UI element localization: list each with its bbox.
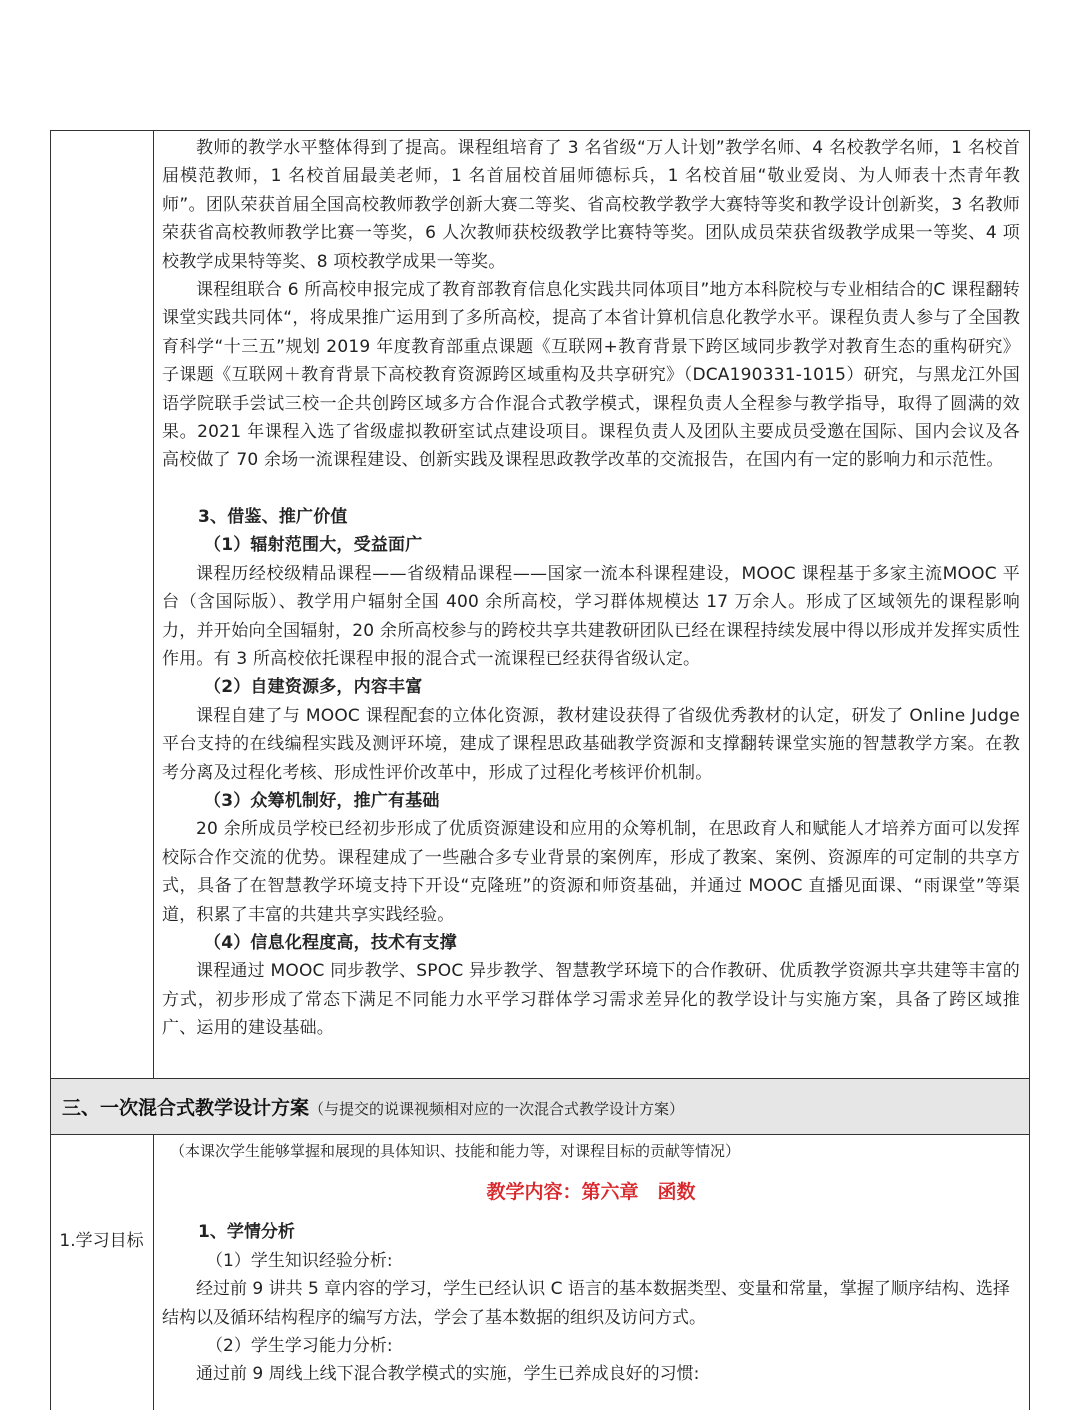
paragraph: 课程自建了与 MOOC 课程配套的立体化资源，教材建设获得了省级优秀教材的认定，研发了 Online Judge 平台支持的在线编程实践及测评环境，建成了课程思政基础教学资源和支撑翻转课堂实施的智慧教学方案。在教考分离及过程化考核、形成性评价改革中，形成了过程化考核评价机制。 bbox=[162, 705, 1020, 783]
paragraph: 通过前 9 周线上线下混合教学模式的实施，学生已养成良好的习惯: bbox=[196, 1364, 700, 1385]
heading-promotion-value: 3、借鉴、推广价值 bbox=[198, 506, 348, 527]
column-divider bbox=[153, 130, 154, 1078]
section-header-row bbox=[50, 1078, 1030, 1134]
paragraph: 教师的教学水平整体得到了提高。课程组培育了 3 名省级“万人计划”教学名师、4 名校教学名师，1 名校首届模范教师，1 名校首届最美老师，1 名首届校首届师德标兵，1 名校首届“敬业爱岗、为人师表十杰青年教师”。团队荣获首届全国高校教师教学创新大赛二等奖、省高校教学教学大赛特等奖和教学设计创新奖，3 名教师荣获省高校教师教学比赛一等奖，6 人次教师获校级教学比赛特等奖。团队成员荣获省级教学成果一等奖、4 项校教学成果特等奖、8 项校教学成果一等奖。 bbox=[162, 138, 1020, 272]
heading-analysis: 1、学情分析 bbox=[198, 1222, 295, 1243]
row-divider bbox=[50, 1134, 1030, 1135]
paragraph: 课程历经校级精品课程——省级精品课程——国家一流本科课程建设，MOOC 课程基于多家主流MOOC 平台（含国际版）、教学用户辐射全国 400 余所高校，学习群体规模达 17 万余人。形成了区域领先的课程影响力，并开始向全国辐射，20 余所高校参与的跨校共享共建教研团队已经在课程持续发展中得以形成并发挥实质性作用。有 3 所高校依托课程申报的混合式一流课程已经获得省级认定。 bbox=[162, 563, 1020, 669]
teaching-content-title: 教学内容：第六章 函数 bbox=[486, 1181, 696, 1203]
paragraph: 经过前 9 讲共 5 章内容的学习，学生已经认识 C 语言的基本数据类型、变量和常量，掌握了顺序结构、选择结构以及循环结构程序的编写方法，学会了基本数据的组织及访问方式。 bbox=[162, 1279, 1010, 1328]
paragraph: 课程通过 MOOC 同步教学、SPOC 异步教学、智慧教学环境下的合作教研、优质教学资源共享共建等丰富的方式，初步形成了常态下满足不同能力水平学习群体学习需求差异化的教学设计与实施方案，具备了跨区域推广、运用的建设基础。 bbox=[162, 961, 1020, 1039]
section-note: （与提交的说课视频相对应的一次混合式教学设计方案） bbox=[309, 1100, 685, 1118]
document-table bbox=[50, 130, 1030, 1410]
table-top-border bbox=[50, 130, 1030, 131]
row-label-learning-goals: 1.学习目标 bbox=[59, 1231, 144, 1251]
paragraph: 20 余所成员学校已经初步形成了优质资源建设和应用的众筹机制，在思政育人和赋能人才培养方面可以发挥校际合作交流的优势。课程建成了一些融合多专业背景的案例库，形成了教案、案例、资源库的可定制的共享方式，具备了在智慧教学环境支持下开设“克隆班”的资源和师资基础，并通过 MOOC 直播见面课、“雨课堂”等渠道，积累了丰富的共建共享实践经验。 bbox=[162, 819, 1020, 925]
table-left-border bbox=[50, 130, 51, 1410]
subheading: （3）众筹机制好，推广有基础 bbox=[204, 790, 440, 811]
subheading: （1）辐射范围大，受益面广 bbox=[204, 535, 423, 556]
section-title: 三、一次混合式教学设计方案（与提交的说课视频相对应的一次混合式教学设计方案） bbox=[62, 1097, 685, 1119]
row-divider bbox=[50, 1078, 1030, 1079]
subheading: （4）信息化程度高，技术有支撑 bbox=[204, 932, 457, 953]
achievements-content bbox=[162, 134, 1020, 1043]
paragraph: 课程组联合 6 所高校申报完成了教育部教育信息化实践共同体项目”地方本科院校与专业相结合的C 课程翻转课堂实践共同体“，将成果推广运用到了多所高校，提高了本省计算机信息化教学水平。课程负责人参与了全国教育科学“十三五”规划 2019 年度教育部重点课题《互联网+教育背景下跨区域同步教学对教育生态的重构研究》子课题《互联网＋教育背景下高校教育资源跨区域重构及共享研究》（DCA190331-1015）研究，与黑龙江外国语学院联手尝试三校一企共创跨区域多方合作混合式教学模式，课程负责人全程参与教学指导，取得了圆满的效果。2021 年课程入选了省级虚拟教研室试点建设项目。课程负责人及团队主要成员受邀在国际、国内会议及各高校做了 70 余场一流课程建设、创新实践及课程思政教学改革的交流报告，在国内有一定的影响力和示范性。 bbox=[162, 280, 1020, 471]
cell-note: （本课次学生能够掌握和展现的具体知识、技能和能力等，对课程目标的贡献等情况） bbox=[170, 1142, 741, 1160]
list-item: （2）学生学习能力分析: bbox=[206, 1336, 393, 1357]
learning-goals-content bbox=[162, 1140, 1020, 1389]
subheading: （2）自建资源多，内容丰富 bbox=[204, 677, 423, 698]
column-divider bbox=[153, 1134, 154, 1410]
list-item: （1）学生知识经验分析: bbox=[206, 1250, 393, 1271]
table-right-border bbox=[1029, 130, 1030, 1410]
